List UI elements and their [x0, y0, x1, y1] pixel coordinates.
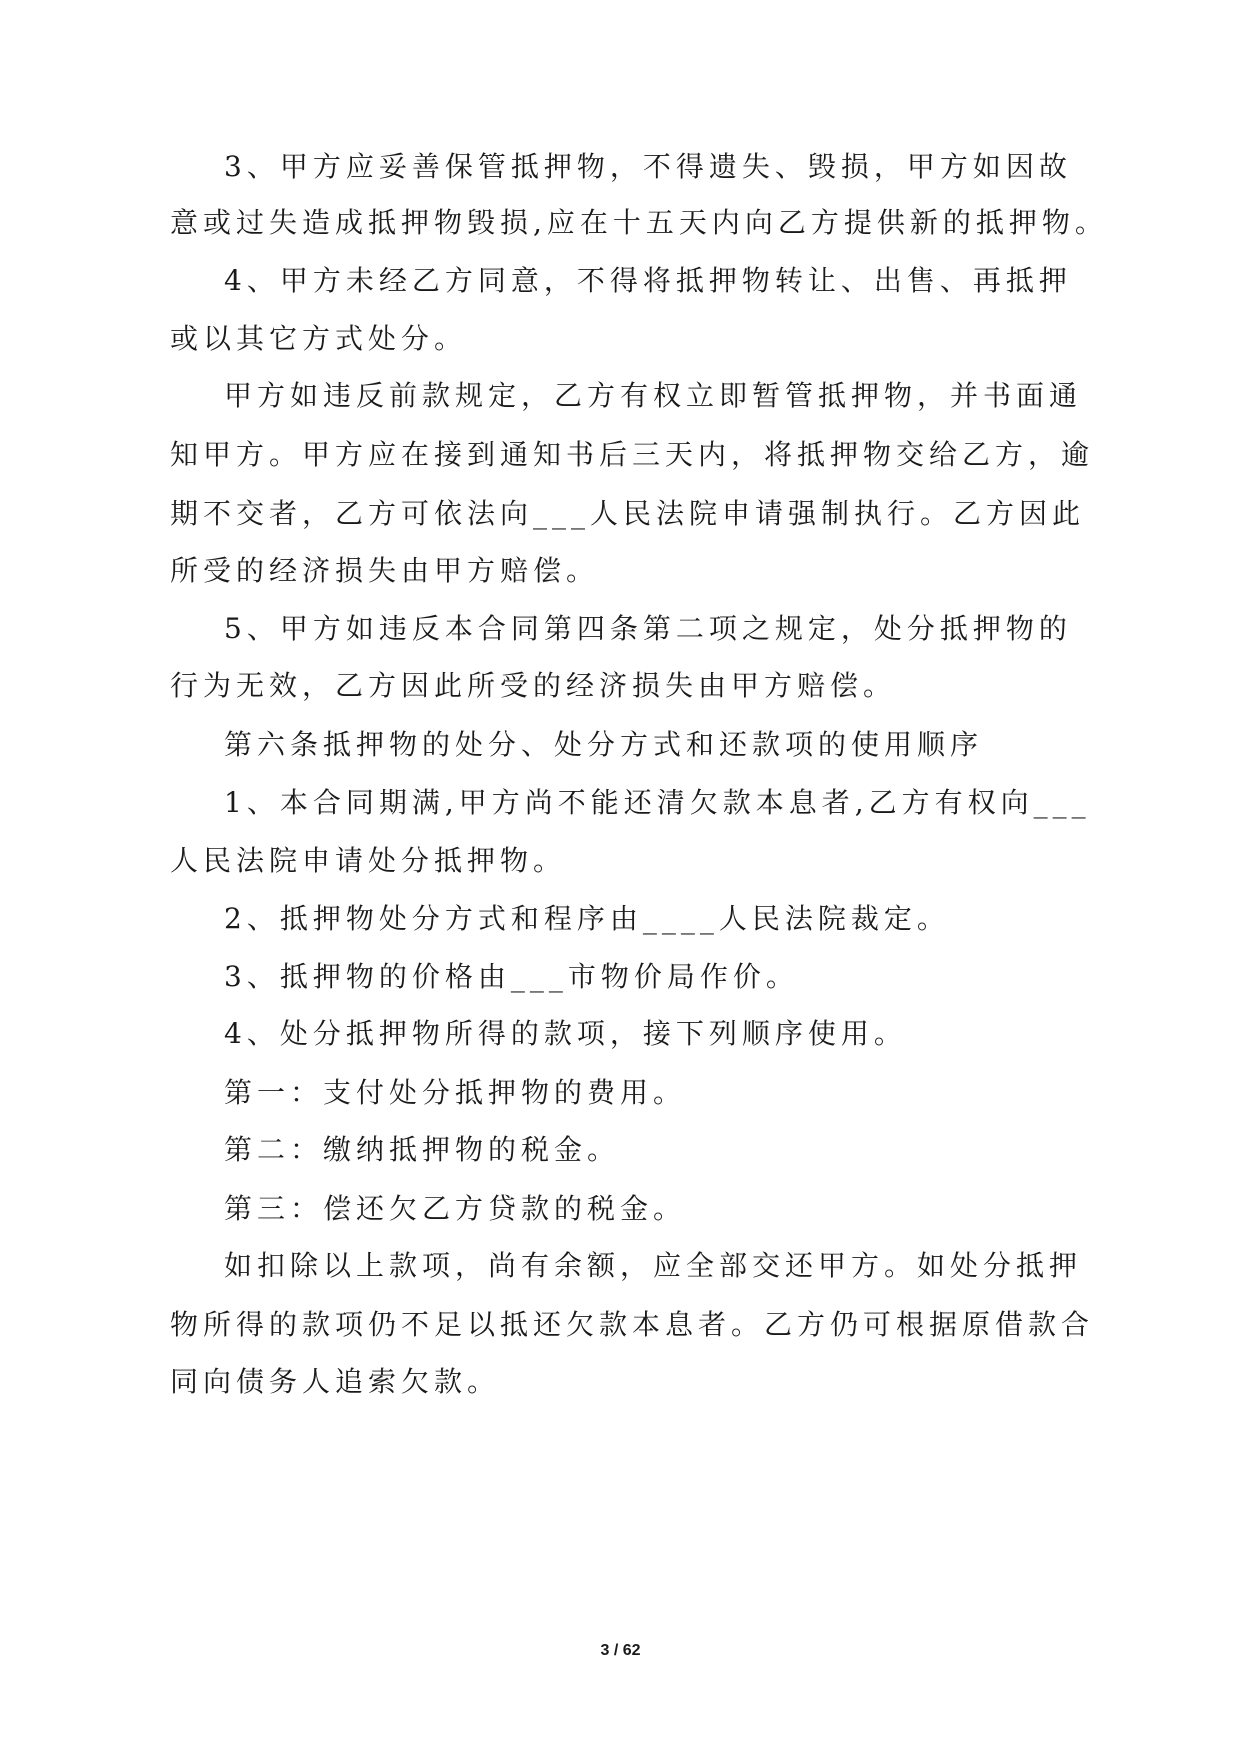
- text-line: 第一：支付处分抵押物的费用。: [224, 1076, 687, 1109]
- text-line: 1、本合同期满,甲方尚不能还清欠款本息者,乙方有权向___: [224, 786, 1091, 819]
- page-number: 3 / 62: [600, 1642, 641, 1659]
- text-line: 同向债务人追索欠款。: [170, 1365, 501, 1398]
- section-heading: 第六条抵押物的处分、处分方式和还款项的使用顺序: [224, 728, 984, 761]
- text-line: 人民法院申请处分抵押物。: [170, 844, 567, 877]
- text-line: 物所得的款项仍不足以抵还欠款本息者。乙方仍可根据原借款合: [170, 1308, 1095, 1341]
- text-line: 或以其它方式处分。: [170, 322, 468, 355]
- text-line: 甲方如违反前款规定，乙方有权立即暂管抵押物，并书面通: [224, 379, 1083, 412]
- text-line: 4、处分抵押物所得的款项，接下列顺序使用。: [224, 1017, 907, 1050]
- text-line: 5、甲方如违反本合同第四条第二项之规定，处分抵押物的: [224, 612, 1072, 645]
- text-line: 4、甲方未经乙方同意，不得将抵押物转让、出售、再抵押: [224, 264, 1072, 297]
- text-line: 所受的经济损失由甲方赔偿。: [170, 554, 600, 587]
- text-line: 第二：缴纳抵押物的税金。: [224, 1133, 621, 1166]
- text-line: 2、抵押物处分方式和程序由____人民法院裁定。: [224, 902, 950, 935]
- text-line: 如扣除以上款项，尚有余额，应全部交还甲方。如处分抵押: [224, 1249, 1083, 1282]
- text-line: 期不交者，乙方可依法向___人民法院申请强制执行。乙方因此: [170, 497, 1086, 530]
- text-line: 3、抵押物的价格由___市物价局作价。: [224, 960, 799, 993]
- text-line: 知甲方。甲方应在接到通知书后三天内，将抵押物交给乙方，逾: [170, 438, 1095, 471]
- text-line: 3、甲方应妥善保管抵押物，不得遗失、毁损，甲方如因故: [224, 150, 1072, 183]
- text-line: 意或过失造成抵押物毁损,应在十五天内向乙方提供新的抵押物。: [170, 206, 1108, 239]
- text-line: 第三：偿还欠乙方贷款的税金。: [224, 1192, 687, 1225]
- text-line: 行为无效，乙方因此所受的经济损失由甲方赔偿。: [170, 669, 897, 702]
